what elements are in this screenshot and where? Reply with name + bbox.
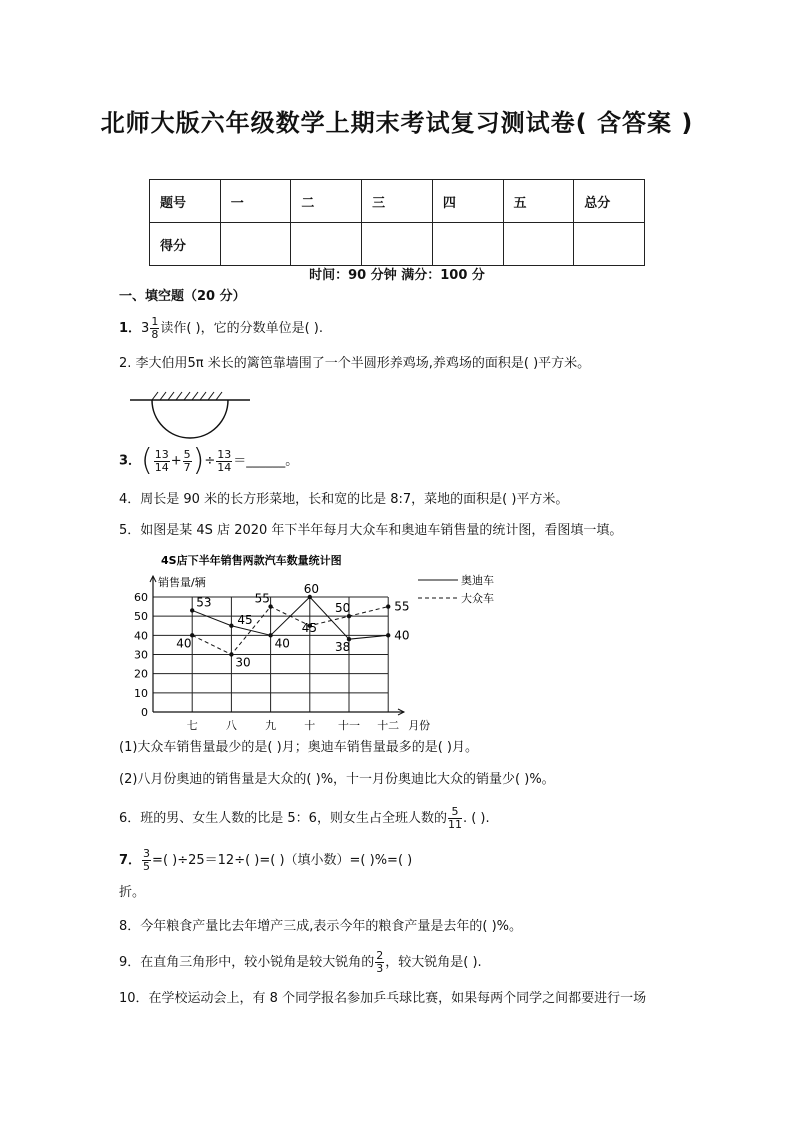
score-field[interactable] <box>220 223 291 266</box>
fraction <box>183 449 192 474</box>
question-4: 4．周长是 90 米的长方形菜地，长和宽的比是 8:7，菜地的面积是( )平方米。 <box>119 492 569 507</box>
question-1 <box>119 316 323 341</box>
data-label: 38 <box>335 640 351 655</box>
page-title: 北师大版六年级数学上期末考试复习测试卷( 含答案 ) <box>100 109 694 137</box>
fraction-numerator: 5 <box>448 806 462 819</box>
data-label: 55 <box>254 591 270 606</box>
data-label: 40 <box>394 628 410 643</box>
right-paren: ) <box>192 443 205 478</box>
score-table-cell: 得分 <box>150 223 221 266</box>
semicircle-fence <box>152 400 228 438</box>
question-8: 8．今年粮食产量比去年增产三成,表示今年的粮食产量是去年的( )%。 <box>119 919 523 934</box>
fraction-denominator: 5 <box>143 860 151 873</box>
question-text: 6．班的男、女生人数的比是 5：6，则女生占全班人数的 <box>119 811 447 826</box>
question-number: 7． <box>119 853 142 868</box>
question-5-part-2: (2)八月份奥迪的销售量是大众的( )%，十一月份奥迪比大众的销量少( )%。 <box>119 772 555 787</box>
question-text: =( )÷25＝12÷( )=( )（填小数）=( )%=( ) <box>152 853 413 868</box>
x-tick-label: 八 <box>225 719 237 732</box>
wall-hatching <box>152 392 222 400</box>
question-9 <box>119 950 482 975</box>
score-field[interactable] <box>291 223 362 266</box>
score-table-score-row <box>150 223 645 266</box>
score-table-header-row <box>150 180 645 223</box>
question-number: 3． <box>119 453 142 469</box>
fraction-denominator: 11 <box>447 818 462 831</box>
data-point <box>229 652 233 656</box>
operator: ÷ <box>204 453 216 469</box>
mixed-number-whole: 3 <box>141 321 150 336</box>
y-tick-label: 20 <box>134 667 148 681</box>
score-table-cell: 二 <box>291 180 362 223</box>
semicircle-figure <box>128 388 252 440</box>
data-point <box>190 608 194 612</box>
score-field[interactable] <box>362 223 433 266</box>
chart-title: 4S店下半年销售两款汽车数量统计图 <box>161 554 342 567</box>
question-text: 读作( )，它的分数单位是( ). <box>160 321 324 336</box>
fraction <box>142 848 151 873</box>
question-5: 5．如图是某 4S 店 2020 年下半年每月大众车和奥迪车销售量的统计图，看图填一填。 <box>119 523 623 538</box>
fraction <box>448 806 462 831</box>
question-text: ，较大锐角是( ). <box>385 955 482 970</box>
x-tick-label: 十二 <box>377 719 400 732</box>
data-point <box>229 624 233 628</box>
data-label: 55 <box>394 599 410 614</box>
left-paren: ( <box>141 443 153 478</box>
x-tick-label: 七 <box>186 719 198 732</box>
data-point <box>268 633 272 637</box>
fraction-denominator: 14 <box>154 460 169 474</box>
x-tick-label: 九 <box>265 719 277 732</box>
data-label: 50 <box>335 601 351 616</box>
question-3 <box>119 443 299 478</box>
data-label: 45 <box>237 612 253 627</box>
y-tick-label: 40 <box>134 629 148 643</box>
question-number: 1． <box>119 321 142 336</box>
line-chart <box>118 548 538 734</box>
data-label: 60 <box>303 582 320 596</box>
y-tick-label: 60 <box>134 591 148 604</box>
question-text: . ( ). <box>462 811 490 826</box>
x-axis-label: 月份 <box>408 719 431 732</box>
question-text: ＝______。 <box>233 453 299 469</box>
score-field[interactable] <box>432 223 503 266</box>
data-label: 53 <box>196 595 212 610</box>
question-7 <box>119 848 412 873</box>
series-line-vw <box>192 607 388 655</box>
y-tick-label: 50 <box>134 610 148 624</box>
score-table-cell: 题号 <box>150 180 221 223</box>
legend-label: 大众车 <box>461 592 494 605</box>
fraction-numerator: 1 <box>151 315 159 328</box>
question-10: 10．在学校运动会上，有 8 个同学报名参加乒乓球比赛，如果每两个同学之间都要进行一场 <box>119 991 647 1006</box>
data-label: 45 <box>301 620 318 635</box>
score-table <box>149 179 645 266</box>
exam-info: 时间：90 分钟 满分：100 分 <box>309 268 485 283</box>
score-table-cell: 一 <box>220 180 291 223</box>
fraction-denominator: 8 <box>151 328 159 341</box>
score-field[interactable] <box>503 223 574 266</box>
question-5-part-1: (1)大众车销售量最少的是( )月；奥迪车销售量最多的是( )月。 <box>119 740 478 755</box>
score-table-cell: 五 <box>503 180 574 223</box>
question-text: 9．在直角三角形中，较小锐角是较大锐角的 <box>119 955 375 970</box>
score-field[interactable] <box>574 223 645 266</box>
y-tick-label: 30 <box>134 648 148 662</box>
legend-label: 奥迪车 <box>461 574 494 587</box>
data-label: 30 <box>235 655 251 670</box>
data-label: 40 <box>274 636 290 651</box>
score-table-cell: 总分 <box>574 180 645 223</box>
x-tick-label: 十一 <box>338 719 360 732</box>
fraction <box>154 449 170 474</box>
score-table-cell: 三 <box>362 180 433 223</box>
score-table-cell: 四 <box>432 180 503 223</box>
fraction <box>216 449 232 474</box>
y-axis-label: 销售量/辆 <box>158 576 206 589</box>
fraction-denominator: 3 <box>376 962 384 975</box>
fraction <box>375 950 384 975</box>
fraction-numerator: 13 <box>154 447 169 461</box>
y-tick-label: 0 <box>141 706 148 719</box>
question-2: 2. 李大伯用5π 米长的篱笆靠墙围了一个半圆形养鸡场,养鸡场的面积是( )平方米。 <box>119 356 591 371</box>
y-tick-label: 10 <box>134 686 148 700</box>
fraction-numerator: 3 <box>143 847 151 860</box>
fraction-denominator: 7 <box>183 460 191 474</box>
fraction <box>150 316 159 341</box>
section-heading: 一、填空题（20 分） <box>119 289 246 304</box>
series-line-audi <box>192 597 388 639</box>
x-tick-label: 十 <box>304 719 316 732</box>
fraction-numerator: 5 <box>183 447 191 461</box>
fraction-numerator: 13 <box>217 447 232 461</box>
operator: + <box>170 453 182 469</box>
question-7-continuation: 折。 <box>119 885 146 900</box>
fraction-denominator: 14 <box>217 460 232 474</box>
data-point <box>386 633 390 637</box>
fraction-numerator: 2 <box>376 949 384 962</box>
data-label: 40 <box>176 636 192 651</box>
question-6 <box>119 806 490 831</box>
data-point <box>386 604 390 608</box>
